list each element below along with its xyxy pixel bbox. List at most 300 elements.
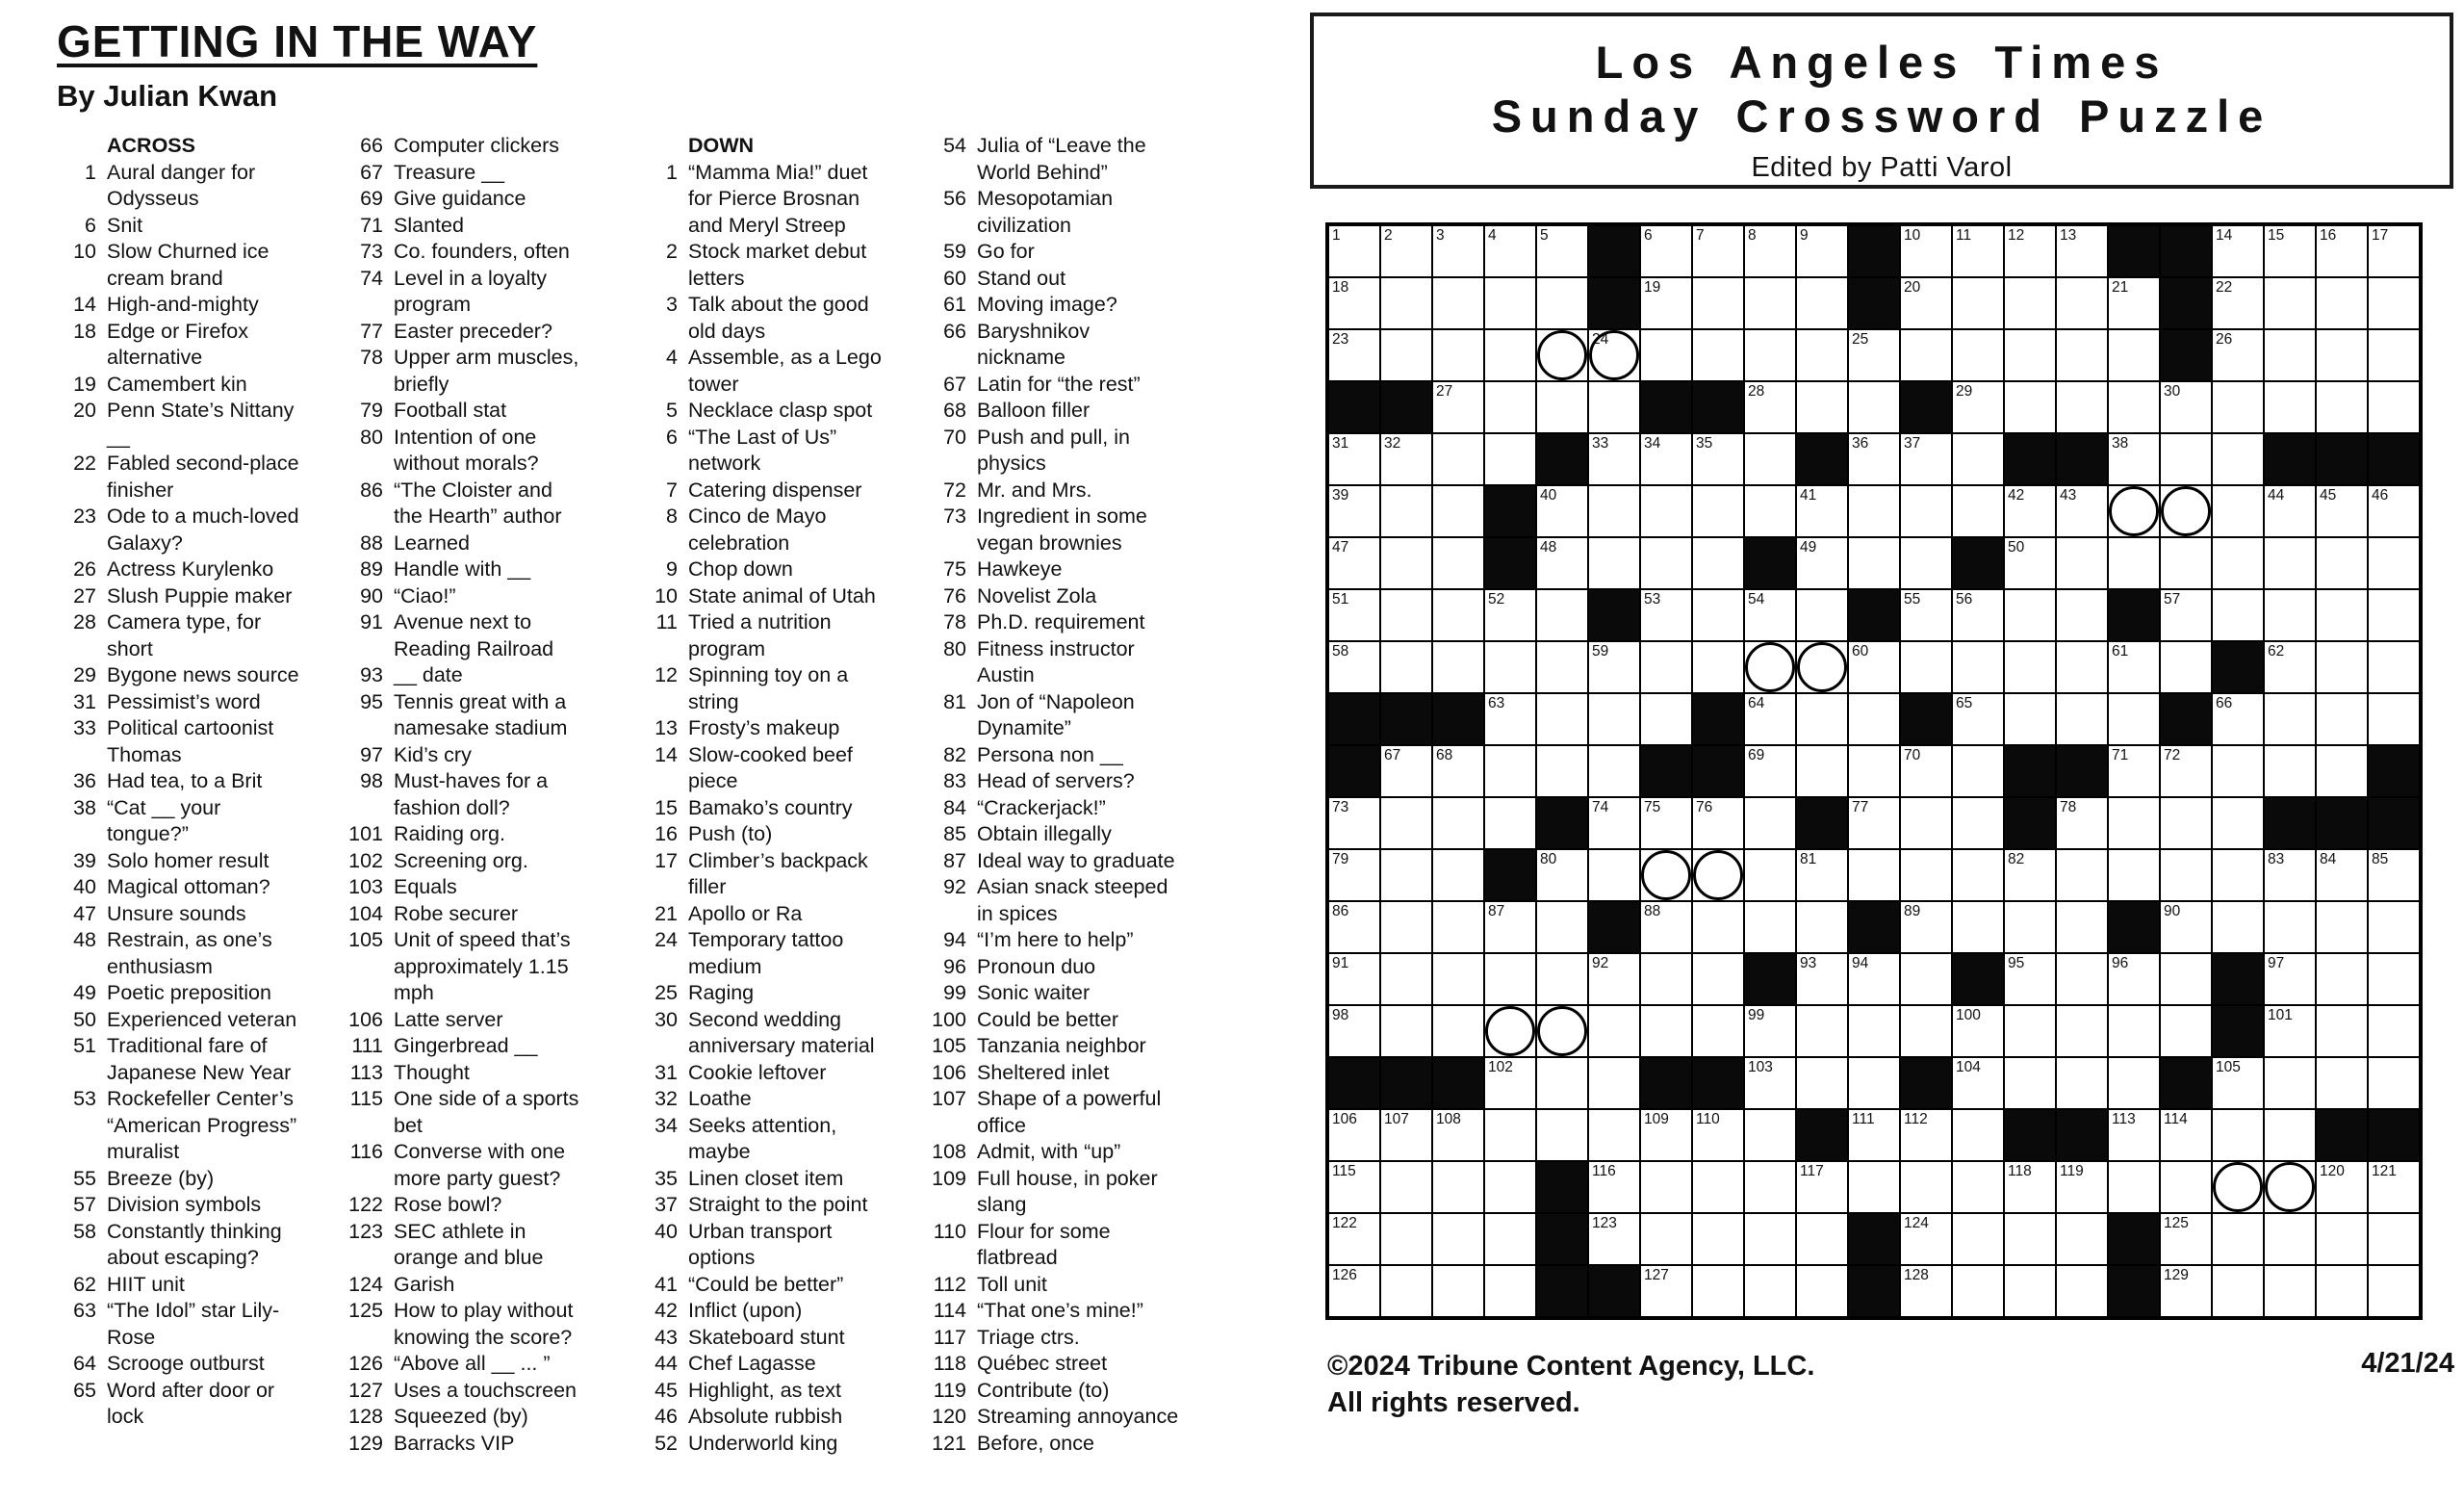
grid-cell[interactable]	[1693, 1214, 1743, 1264]
grid-cell[interactable]	[2265, 1110, 2315, 1160]
grid-cell[interactable]	[2161, 434, 2211, 484]
grid-cell[interactable]	[2317, 590, 2367, 640]
grid-cell[interactable]	[2005, 1006, 2055, 1056]
grid-cell[interactable]	[2161, 1266, 2211, 1316]
grid-cell[interactable]	[1485, 1214, 1535, 1264]
grid-cell[interactable]	[2369, 694, 2419, 744]
grid-cell[interactable]	[1745, 590, 1795, 640]
grid-cell[interactable]	[1381, 850, 1431, 900]
grid-cell[interactable]	[1953, 486, 2003, 536]
grid-cell[interactable]	[1485, 1058, 1535, 1108]
grid-cell[interactable]	[1953, 798, 2003, 848]
grid-cell[interactable]	[1693, 850, 1743, 900]
grid-cell[interactable]	[1641, 486, 1691, 536]
grid-cell[interactable]	[1485, 1162, 1535, 1212]
grid-cell[interactable]	[2005, 850, 2055, 900]
grid-cell[interactable]	[1953, 590, 2003, 640]
grid-cell[interactable]	[2265, 226, 2315, 276]
grid-cell[interactable]	[1485, 746, 1535, 796]
grid-cell[interactable]	[2057, 642, 2107, 692]
grid-cell[interactable]	[1849, 642, 1899, 692]
grid-cell[interactable]	[1485, 642, 1535, 692]
grid-cell[interactable]	[1485, 382, 1535, 432]
grid-cell[interactable]	[1433, 1266, 1483, 1316]
grid-cell[interactable]	[2213, 486, 2263, 536]
grid-cell[interactable]	[1329, 1006, 1379, 1056]
grid-cell[interactable]	[1693, 590, 1743, 640]
grid-cell[interactable]	[1745, 486, 1795, 536]
grid-cell[interactable]	[1797, 954, 1847, 1004]
grid-cell[interactable]	[1849, 1162, 1899, 1212]
grid-cell[interactable]	[1433, 1162, 1483, 1212]
grid-cell[interactable]	[1953, 278, 2003, 328]
grid-cell[interactable]	[1641, 538, 1691, 588]
grid-cell[interactable]	[2161, 486, 2211, 536]
grid-cell[interactable]	[2265, 1162, 2315, 1212]
grid-cell[interactable]	[2369, 538, 2419, 588]
grid-cell[interactable]	[2317, 538, 2367, 588]
grid-cell[interactable]	[1329, 590, 1379, 640]
grid-cell[interactable]	[2369, 642, 2419, 692]
grid-cell[interactable]	[1849, 1006, 1899, 1056]
grid-cell[interactable]	[2109, 850, 2159, 900]
grid-cell[interactable]	[1433, 330, 1483, 380]
grid-cell[interactable]	[1797, 1266, 1847, 1316]
grid-cell[interactable]	[2265, 850, 2315, 900]
grid-cell[interactable]	[2265, 486, 2315, 536]
grid-cell[interactable]	[1693, 798, 1743, 848]
grid-cell[interactable]	[2369, 1214, 2419, 1264]
grid-cell[interactable]	[1849, 486, 1899, 536]
grid-cell[interactable]	[2369, 278, 2419, 328]
grid-cell[interactable]	[2057, 538, 2107, 588]
grid-cell[interactable]	[1745, 1162, 1795, 1212]
grid-cell[interactable]	[2369, 850, 2419, 900]
grid-cell[interactable]	[1745, 1110, 1795, 1160]
grid-cell[interactable]	[2005, 902, 2055, 952]
grid-cell[interactable]	[2265, 1214, 2315, 1264]
grid-cell[interactable]	[1693, 1006, 1743, 1056]
grid-cell[interactable]	[1745, 1214, 1795, 1264]
grid-cell[interactable]	[2005, 694, 2055, 744]
grid-cell[interactable]	[2057, 590, 2107, 640]
grid-cell[interactable]	[2265, 902, 2315, 952]
grid-cell[interactable]	[2057, 1214, 2107, 1264]
grid-cell[interactable]	[1953, 642, 2003, 692]
grid-cell[interactable]	[1849, 694, 1899, 744]
grid-cell[interactable]	[1745, 278, 1795, 328]
grid-cell[interactable]	[1381, 486, 1431, 536]
grid-cell[interactable]	[2317, 642, 2367, 692]
grid-cell[interactable]	[2161, 954, 2211, 1004]
grid-cell[interactable]	[1485, 590, 1535, 640]
grid-cell[interactable]	[1953, 694, 2003, 744]
grid-cell[interactable]	[1901, 850, 1951, 900]
grid-cell[interactable]	[1485, 902, 1535, 952]
grid-cell[interactable]	[1693, 330, 1743, 380]
grid-cell[interactable]	[1745, 1266, 1795, 1316]
grid-cell[interactable]	[1849, 850, 1899, 900]
grid-cell[interactable]	[1589, 1162, 1639, 1212]
grid-cell[interactable]	[1797, 1058, 1847, 1108]
grid-cell[interactable]	[1693, 226, 1743, 276]
grid-cell[interactable]	[2005, 538, 2055, 588]
grid-cell[interactable]	[1381, 226, 1431, 276]
grid-cell[interactable]	[2057, 694, 2107, 744]
grid-cell[interactable]	[2369, 954, 2419, 1004]
grid-cell[interactable]	[1901, 642, 1951, 692]
grid-cell[interactable]	[1953, 434, 2003, 484]
grid-cell[interactable]	[1953, 1006, 2003, 1056]
grid-cell[interactable]	[2317, 486, 2367, 536]
grid-cell[interactable]	[1381, 330, 1431, 380]
grid-cell[interactable]	[1589, 798, 1639, 848]
grid-cell[interactable]	[1745, 746, 1795, 796]
grid-cell[interactable]	[2265, 590, 2315, 640]
grid-cell[interactable]	[1485, 954, 1535, 1004]
grid-cell[interactable]	[1329, 1214, 1379, 1264]
grid-cell[interactable]	[1329, 330, 1379, 380]
grid-cell[interactable]	[2369, 1058, 2419, 1108]
grid-cell[interactable]	[1797, 1006, 1847, 1056]
grid-cell[interactable]	[1641, 1006, 1691, 1056]
grid-cell[interactable]	[1641, 226, 1691, 276]
grid-cell[interactable]	[1329, 434, 1379, 484]
grid-cell[interactable]	[1901, 278, 1951, 328]
grid-cell[interactable]	[1953, 1110, 2003, 1160]
grid-cell[interactable]	[1745, 1058, 1795, 1108]
grid-cell[interactable]	[1589, 434, 1639, 484]
grid-cell[interactable]	[2213, 434, 2263, 484]
grid-cell[interactable]	[1329, 1110, 1379, 1160]
grid-cell[interactable]	[2161, 1214, 2211, 1264]
grid-cell[interactable]	[2109, 1110, 2159, 1160]
grid-cell[interactable]	[1953, 902, 2003, 952]
grid-cell[interactable]	[2161, 902, 2211, 952]
grid-cell[interactable]	[1433, 954, 1483, 1004]
grid-cell[interactable]	[1745, 330, 1795, 380]
grid-cell[interactable]	[2317, 1006, 2367, 1056]
grid-cell[interactable]	[1381, 1162, 1431, 1212]
grid-cell[interactable]	[2213, 330, 2263, 380]
grid-cell[interactable]	[2317, 954, 2367, 1004]
grid-cell[interactable]	[1329, 850, 1379, 900]
grid-cell[interactable]	[1537, 1058, 1587, 1108]
grid-cell[interactable]	[1381, 642, 1431, 692]
grid-cell[interactable]	[2057, 382, 2107, 432]
grid-cell[interactable]	[2317, 330, 2367, 380]
grid-cell[interactable]	[2005, 1058, 2055, 1108]
grid-cell[interactable]	[1329, 226, 1379, 276]
grid-cell[interactable]	[2109, 694, 2159, 744]
grid-cell[interactable]	[1641, 1266, 1691, 1316]
grid-cell[interactable]	[2317, 694, 2367, 744]
grid-cell[interactable]	[2161, 1162, 2211, 1212]
grid-cell[interactable]	[1329, 278, 1379, 328]
grid-cell[interactable]	[1381, 590, 1431, 640]
grid-cell[interactable]	[1537, 538, 1587, 588]
grid-cell[interactable]	[2005, 486, 2055, 536]
grid-cell[interactable]	[1953, 1214, 2003, 1264]
grid-cell[interactable]	[1745, 1006, 1795, 1056]
grid-cell[interactable]	[2369, 330, 2419, 380]
grid-cell[interactable]	[1537, 1006, 1587, 1056]
grid-cell[interactable]	[2057, 486, 2107, 536]
grid-cell[interactable]	[1433, 538, 1483, 588]
grid-cell[interactable]	[1433, 642, 1483, 692]
grid-cell[interactable]	[1329, 798, 1379, 848]
grid-cell[interactable]	[1641, 850, 1691, 900]
grid-cell[interactable]	[1693, 538, 1743, 588]
grid-cell[interactable]	[1953, 226, 2003, 276]
grid-cell[interactable]	[1641, 798, 1691, 848]
grid-cell[interactable]	[1745, 382, 1795, 432]
grid-cell[interactable]	[2161, 590, 2211, 640]
grid-cell[interactable]	[2369, 382, 2419, 432]
grid-cell[interactable]	[1381, 1266, 1431, 1316]
grid-cell[interactable]	[1849, 538, 1899, 588]
grid-cell[interactable]	[2369, 1266, 2419, 1316]
grid-cell[interactable]	[1589, 746, 1639, 796]
grid-cell[interactable]	[1849, 798, 1899, 848]
grid-cell[interactable]	[1589, 850, 1639, 900]
grid-cell[interactable]	[1693, 1110, 1743, 1160]
grid-cell[interactable]	[2265, 382, 2315, 432]
grid-cell[interactable]	[1797, 1214, 1847, 1264]
grid-cell[interactable]	[1745, 902, 1795, 952]
grid-cell[interactable]	[2057, 1006, 2107, 1056]
grid-cell[interactable]	[2161, 538, 2211, 588]
grid-cell[interactable]	[1485, 1266, 1535, 1316]
grid-cell[interactable]	[2213, 1266, 2263, 1316]
grid-cell[interactable]	[1901, 746, 1951, 796]
grid-cell[interactable]	[2369, 902, 2419, 952]
grid-cell[interactable]	[2161, 1006, 2211, 1056]
grid-cell[interactable]	[2005, 642, 2055, 692]
grid-cell[interactable]	[1641, 902, 1691, 952]
grid-cell[interactable]	[2213, 226, 2263, 276]
grid-cell[interactable]	[2005, 590, 2055, 640]
grid-cell[interactable]	[2369, 1162, 2419, 1212]
grid-cell[interactable]	[2057, 278, 2107, 328]
grid-cell[interactable]	[2161, 798, 2211, 848]
grid-cell[interactable]	[1849, 954, 1899, 1004]
grid-cell[interactable]	[1693, 902, 1743, 952]
grid-cell[interactable]	[1797, 382, 1847, 432]
grid-cell[interactable]	[1589, 694, 1639, 744]
grid-cell[interactable]	[1953, 1058, 2003, 1108]
grid-cell[interactable]	[1797, 694, 1847, 744]
grid-cell[interactable]	[1901, 434, 1951, 484]
grid-cell[interactable]	[1953, 1162, 2003, 1212]
grid-cell[interactable]	[2109, 1058, 2159, 1108]
grid-cell[interactable]	[2213, 1058, 2263, 1108]
grid-cell[interactable]	[1433, 850, 1483, 900]
grid-cell[interactable]	[2109, 746, 2159, 796]
grid-cell[interactable]	[1329, 1162, 1379, 1212]
grid-cell[interactable]	[1901, 798, 1951, 848]
grid-cell[interactable]	[2161, 850, 2211, 900]
grid-cell[interactable]	[2265, 694, 2315, 744]
grid-cell[interactable]	[2265, 1058, 2315, 1108]
grid-cell[interactable]	[2213, 590, 2263, 640]
grid-cell[interactable]	[2005, 382, 2055, 432]
grid-cell[interactable]	[1849, 1058, 1899, 1108]
grid-cell[interactable]	[1329, 1266, 1379, 1316]
grid-cell[interactable]	[2213, 850, 2263, 900]
grid-cell[interactable]	[1849, 330, 1899, 380]
grid-cell[interactable]	[1537, 642, 1587, 692]
grid-cell[interactable]	[1849, 1110, 1899, 1160]
grid-cell[interactable]	[2213, 1214, 2263, 1264]
grid-cell[interactable]	[2213, 1162, 2263, 1212]
grid-cell[interactable]	[1433, 434, 1483, 484]
grid-cell[interactable]	[1797, 278, 1847, 328]
grid-cell[interactable]	[1589, 954, 1639, 1004]
grid-cell[interactable]	[1797, 538, 1847, 588]
grid-cell[interactable]	[2213, 278, 2263, 328]
grid-cell[interactable]	[2109, 538, 2159, 588]
grid-cell[interactable]	[1537, 486, 1587, 536]
grid-cell[interactable]	[1433, 382, 1483, 432]
grid-cell[interactable]	[1641, 1110, 1691, 1160]
grid-cell[interactable]	[1537, 954, 1587, 1004]
grid-cell[interactable]	[1433, 1110, 1483, 1160]
grid-cell[interactable]	[1953, 330, 2003, 380]
grid-cell[interactable]	[1381, 954, 1431, 1004]
grid-cell[interactable]	[2369, 1006, 2419, 1056]
grid-cell[interactable]	[1537, 902, 1587, 952]
grid-cell[interactable]	[2057, 330, 2107, 380]
grid-cell[interactable]	[1745, 798, 1795, 848]
grid-cell[interactable]	[1433, 1006, 1483, 1056]
grid-cell[interactable]	[1381, 538, 1431, 588]
grid-cell[interactable]	[2057, 798, 2107, 848]
grid-cell[interactable]	[1537, 1110, 1587, 1160]
grid-cell[interactable]	[2317, 1214, 2367, 1264]
grid-cell[interactable]	[2057, 1266, 2107, 1316]
grid-cell[interactable]	[2265, 1006, 2315, 1056]
grid-cell[interactable]	[2317, 746, 2367, 796]
grid-cell[interactable]	[1901, 226, 1951, 276]
grid-cell[interactable]	[2057, 850, 2107, 900]
grid-cell[interactable]	[2057, 1058, 2107, 1108]
grid-cell[interactable]	[2005, 1214, 2055, 1264]
grid-cell[interactable]	[1641, 954, 1691, 1004]
grid-cell[interactable]	[1797, 486, 1847, 536]
grid-cell[interactable]	[1589, 382, 1639, 432]
grid-cell[interactable]	[1485, 226, 1535, 276]
grid-cell[interactable]	[1329, 902, 1379, 952]
grid-cell[interactable]	[1537, 850, 1587, 900]
grid-cell[interactable]	[2109, 1006, 2159, 1056]
grid-cell[interactable]	[2005, 226, 2055, 276]
grid-cell[interactable]	[2213, 746, 2263, 796]
grid-cell[interactable]	[2109, 434, 2159, 484]
grid-cell[interactable]	[2109, 954, 2159, 1004]
grid-cell[interactable]	[1953, 850, 2003, 900]
grid-cell[interactable]	[2265, 642, 2315, 692]
grid-cell[interactable]	[1381, 278, 1431, 328]
grid-cell[interactable]	[1849, 746, 1899, 796]
grid-cell[interactable]	[2317, 382, 2367, 432]
grid-cell[interactable]	[2369, 486, 2419, 536]
grid-cell[interactable]	[1433, 590, 1483, 640]
grid-cell[interactable]	[1433, 226, 1483, 276]
grid-cell[interactable]	[1797, 850, 1847, 900]
grid-cell[interactable]	[1433, 746, 1483, 796]
grid-cell[interactable]	[2005, 954, 2055, 1004]
grid-cell[interactable]	[1329, 954, 1379, 1004]
grid-cell[interactable]	[1329, 642, 1379, 692]
grid-cell[interactable]	[1589, 538, 1639, 588]
grid-cell[interactable]	[1693, 1266, 1743, 1316]
grid-cell[interactable]	[1537, 278, 1587, 328]
grid-cell[interactable]	[2109, 330, 2159, 380]
grid-cell[interactable]	[1589, 642, 1639, 692]
grid-cell[interactable]	[1433, 902, 1483, 952]
grid-cell[interactable]	[2265, 954, 2315, 1004]
grid-cell[interactable]	[2317, 850, 2367, 900]
grid-cell[interactable]	[2109, 1162, 2159, 1212]
grid-cell[interactable]	[1901, 1214, 1951, 1264]
grid-cell[interactable]	[2109, 382, 2159, 432]
grid-cell[interactable]	[1589, 1058, 1639, 1108]
grid-cell[interactable]	[2057, 226, 2107, 276]
grid-cell[interactable]	[1693, 1162, 1743, 1212]
grid-cell[interactable]	[1901, 1266, 1951, 1316]
grid-cell[interactable]	[1537, 590, 1587, 640]
grid-cell[interactable]	[2161, 382, 2211, 432]
grid-cell[interactable]	[2109, 798, 2159, 848]
grid-cell[interactable]	[1797, 902, 1847, 952]
grid-cell[interactable]	[1485, 278, 1535, 328]
grid-cell[interactable]	[2057, 954, 2107, 1004]
grid-cell[interactable]	[2265, 1266, 2315, 1316]
grid-cell[interactable]	[2317, 1266, 2367, 1316]
grid-cell[interactable]	[1953, 382, 2003, 432]
grid-cell[interactable]	[2317, 226, 2367, 276]
grid-cell[interactable]	[1901, 1006, 1951, 1056]
grid-cell[interactable]	[1797, 642, 1847, 692]
grid-cell[interactable]	[1433, 1214, 1483, 1264]
grid-cell[interactable]	[1485, 694, 1535, 744]
grid-cell[interactable]	[1329, 538, 1379, 588]
grid-cell[interactable]	[1901, 486, 1951, 536]
grid-cell[interactable]	[1953, 746, 2003, 796]
grid-cell[interactable]	[1433, 486, 1483, 536]
grid-cell[interactable]	[1901, 954, 1951, 1004]
grid-cell[interactable]	[2213, 902, 2263, 952]
grid-cell[interactable]	[2005, 1266, 2055, 1316]
grid-cell[interactable]	[1381, 1214, 1431, 1264]
grid-cell[interactable]	[2161, 746, 2211, 796]
grid-cell[interactable]	[1381, 798, 1431, 848]
grid-cell[interactable]	[2057, 902, 2107, 952]
grid-cell[interactable]	[1901, 590, 1951, 640]
grid-cell[interactable]	[1797, 226, 1847, 276]
grid-cell[interactable]	[1849, 382, 1899, 432]
grid-cell[interactable]	[1537, 330, 1587, 380]
grid-cell[interactable]	[1537, 746, 1587, 796]
grid-cell[interactable]	[1589, 330, 1639, 380]
grid-cell[interactable]	[2265, 278, 2315, 328]
grid-cell[interactable]	[1953, 1266, 2003, 1316]
grid-cell[interactable]	[1849, 434, 1899, 484]
grid-cell[interactable]	[2109, 486, 2159, 536]
grid-cell[interactable]	[1641, 1214, 1691, 1264]
grid-cell[interactable]	[2317, 1058, 2367, 1108]
